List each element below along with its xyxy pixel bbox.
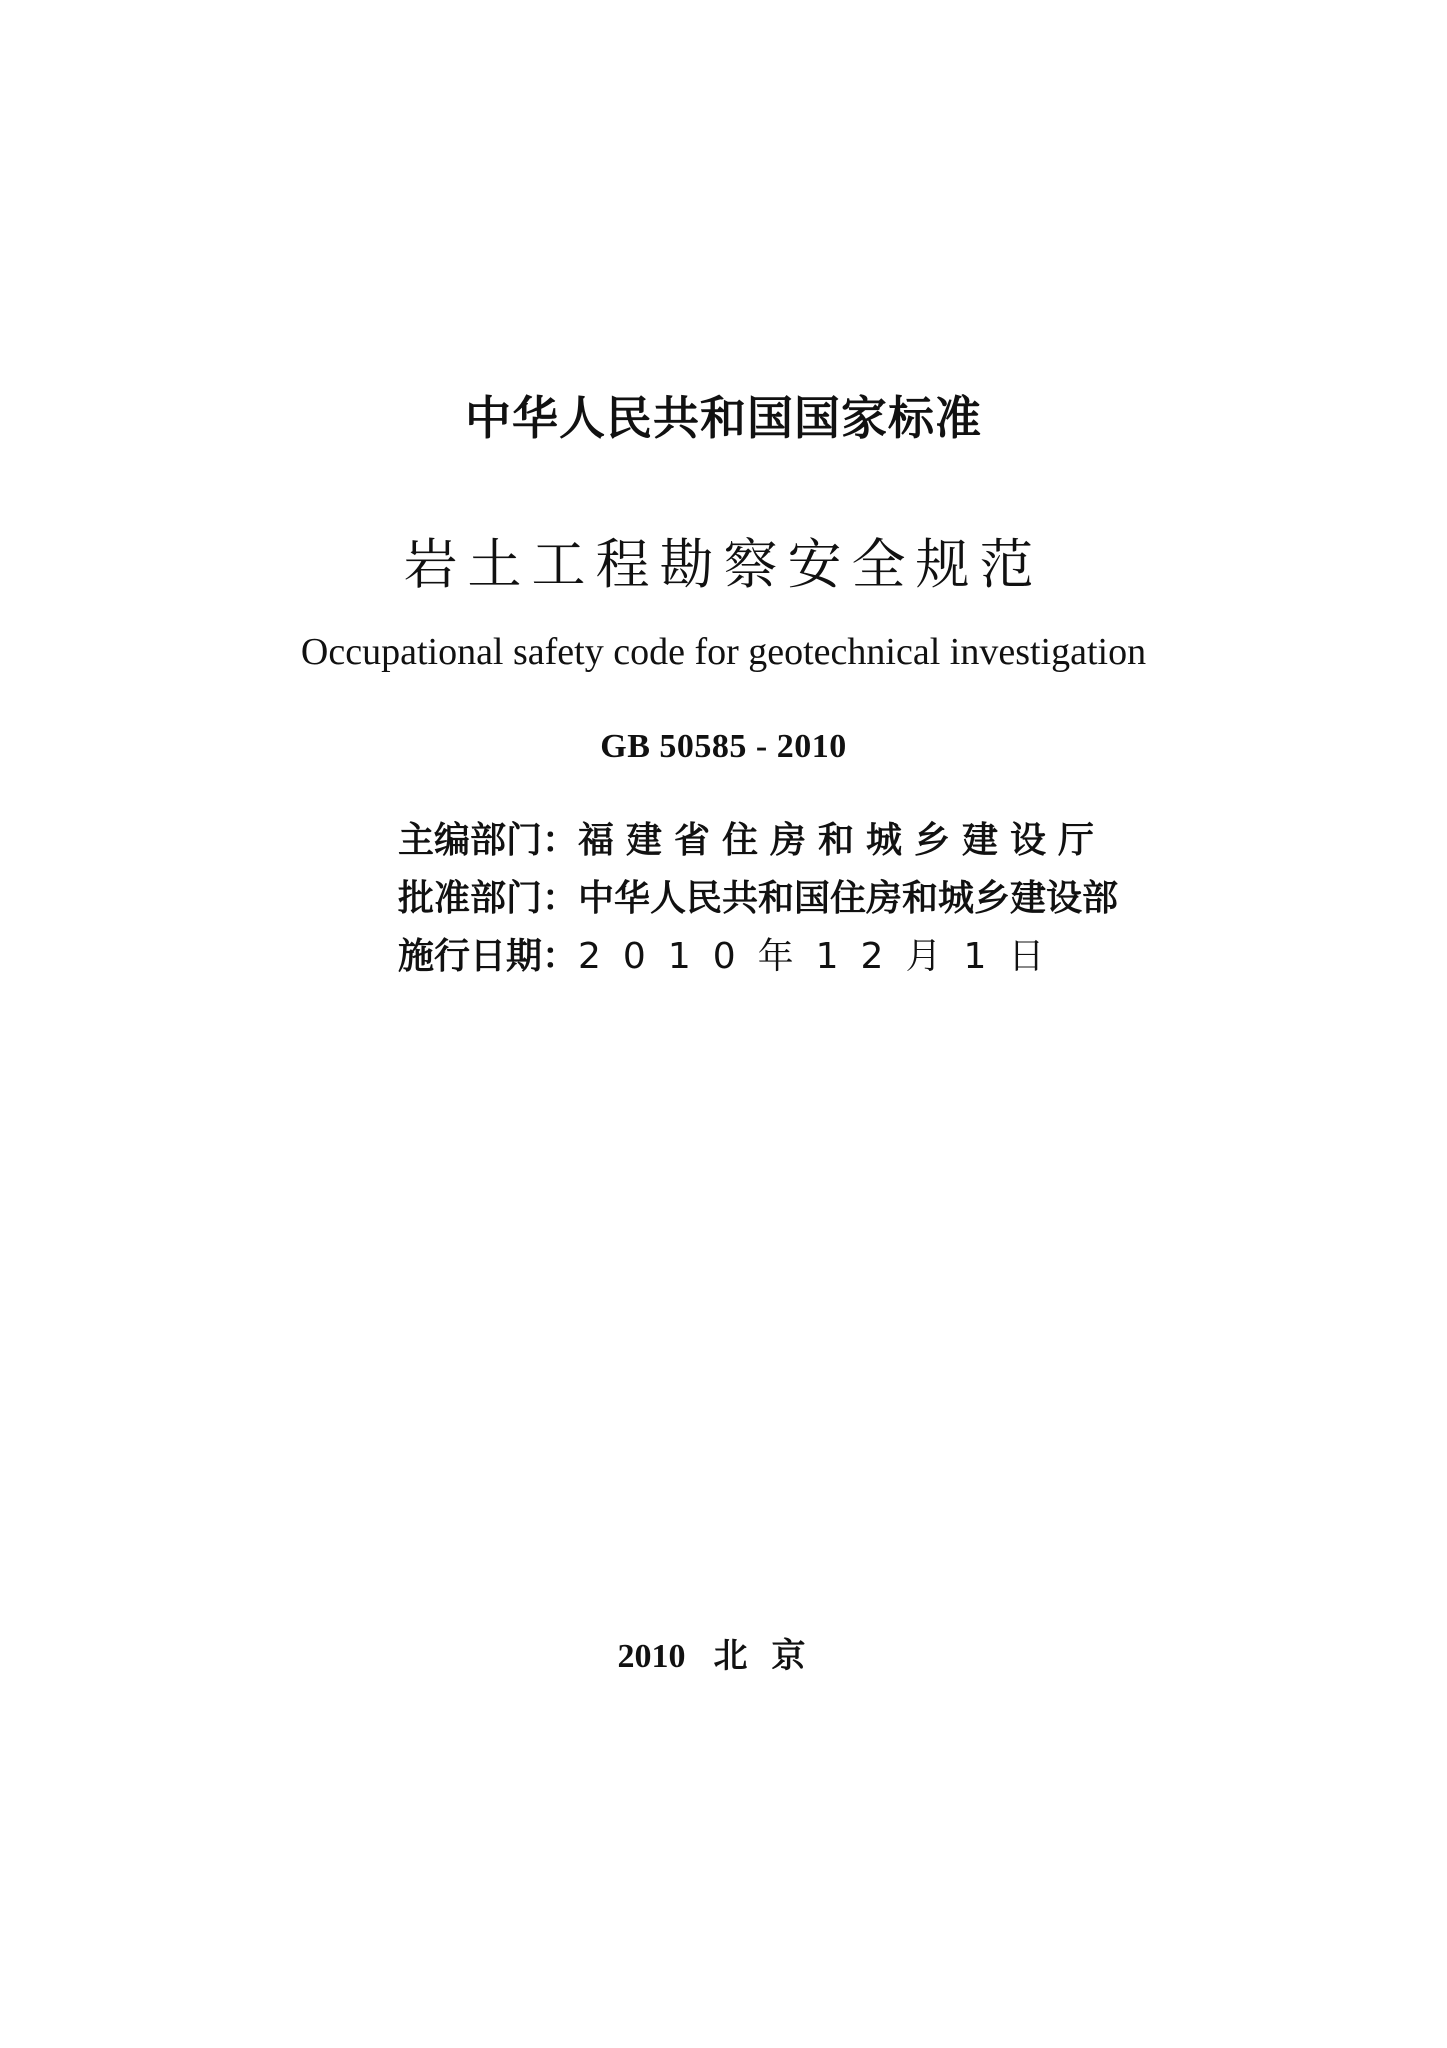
chinese-title: 岩土工程勘察安全规范: [403, 533, 1044, 596]
publication-info: [398, 812, 1118, 986]
approver-value: 中华人民共和国住房和城乡建设部: [578, 878, 1119, 919]
publication-footer: [0, 1628, 1447, 1677]
national-standard-heading: 中华人民共和国国家标准: [465, 391, 982, 445]
editor-value: 福建省住房和城乡建设厅: [578, 820, 1107, 861]
editor-label: 主编部门：: [398, 820, 579, 861]
effective-date-row: [398, 928, 1118, 986]
approver-row: [398, 870, 1118, 928]
publication-year: 2010: [617, 1638, 686, 1675]
editor-row: [398, 812, 1118, 870]
publication-city: 北京: [713, 1636, 830, 1676]
standard-code: GB 50585 - 2010: [600, 728, 847, 765]
approver-label: 批准部门：: [398, 878, 579, 919]
effective-date-label: 施行日期：: [398, 936, 579, 977]
effective-date-value: 2010年12月1日: [578, 936, 1067, 977]
english-title: Occupational safety code for geotechnical investigation: [300, 631, 1147, 673]
